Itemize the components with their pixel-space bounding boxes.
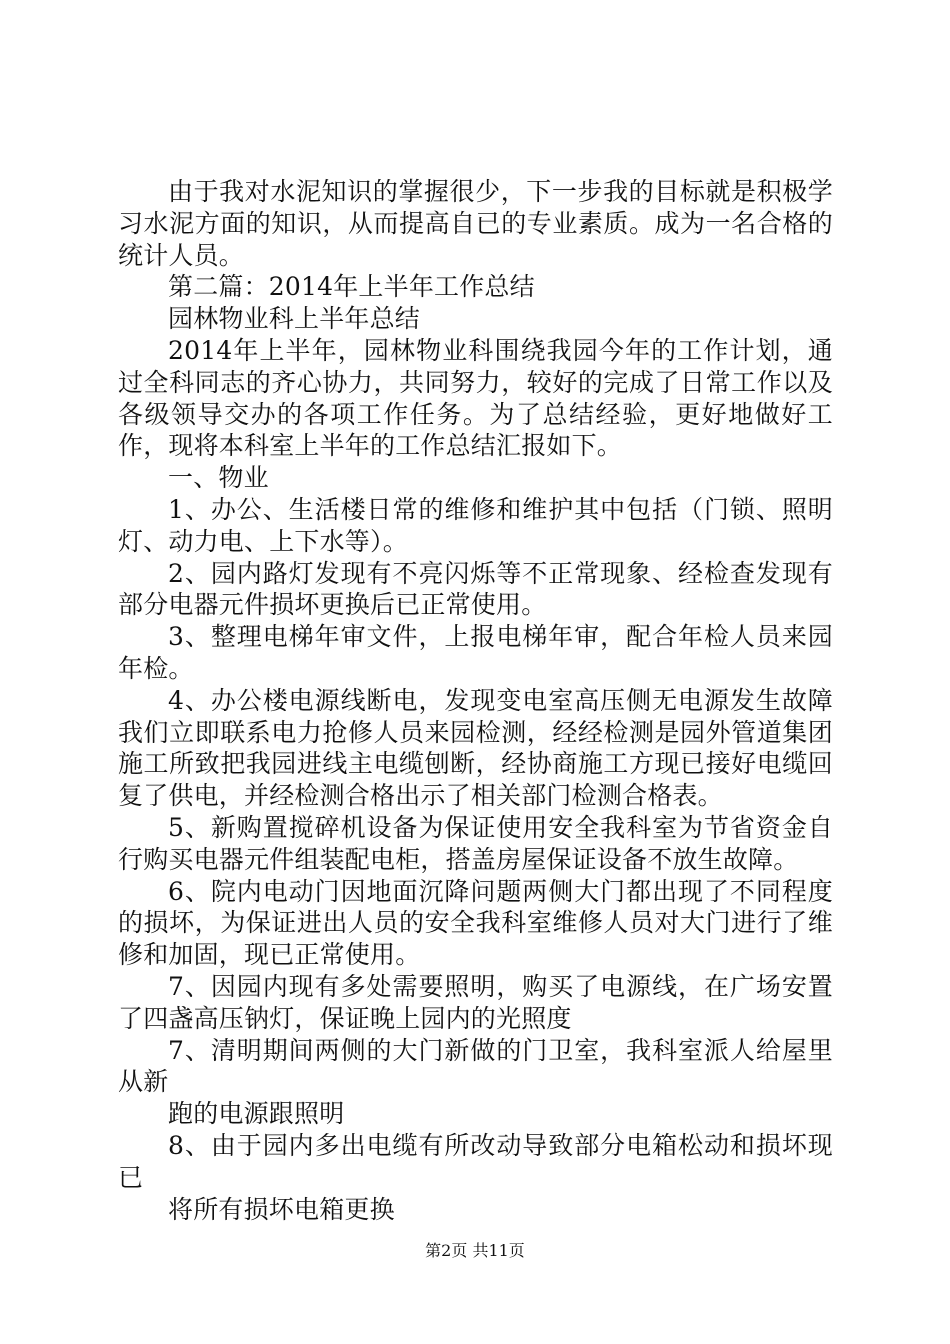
list-item: 5、新购置搅碎机设备为保证使用安全我科室为节省资金自行购买电器元件组装配电柜，搭盖房屋保证设备不放生故障。 bbox=[118, 812, 833, 874]
list-item-continuation: 将所有损坏电箱更换 bbox=[168, 1194, 395, 1224]
document-body bbox=[118, 176, 833, 1225]
list-item: 7、清明期间两侧的大门新做的门卫室，我科室派人给屋里从新 bbox=[118, 1035, 833, 1097]
list-item: 7、因园内现有多处需要照明，购买了电源线，在广场安置了四盏高压钠灯，保证晚上园内的光照度 bbox=[118, 971, 833, 1033]
list-item: 2、园内路灯发现有不亮闪烁等不正常现象、经检查发现有部分电器元件损坏更换后已正常使用。 bbox=[118, 558, 833, 620]
list-item: 6、院内电动门因地面沉降问题两侧大门都出现了不同程度的损坏，为保证进出人员的安全我科室维修人员对大门进行了维修和加固，现已正常使用。 bbox=[118, 876, 833, 970]
list-item: 1、办公、生活楼日常的维修和维护其中包括（门锁、照明灯、动力电、上下水等）。 bbox=[118, 494, 833, 556]
list-item: 3、整理电梯年审文件，上报电梯年审，配合年检人员来园年检。 bbox=[118, 622, 833, 683]
paragraph: 2014年上半年，园林物业科围绕我园今年的工作计划，通过全科同志的齐心协力，共同努力，较好的完成了日常工作以及各级领导交办的各项工作任务。为了总结经验，更好地做好工作，现将本科室上半年的工作总结汇报如下。 bbox=[118, 335, 833, 461]
list-item-continuation: 跑的电源跟照明 bbox=[168, 1099, 345, 1129]
list-item: 8、由于园内多出电缆有所改动导致部分电箱松动和损坏现已 bbox=[118, 1130, 833, 1192]
list-item: 4、办公楼电源线断电，发现变电室高压侧无电源发生故障我们立即联系电力抢修人员来园检测，经经检测是园外管道集团施工所致把我园进线主电缆刨断，经协商施工方现已接好电缆回复了供电，并经检测合格出示了相关部门检测合格表。 bbox=[118, 685, 833, 811]
section-heading: 第二篇：2014年上半年工作总结 bbox=[168, 272, 535, 302]
page-footer: 第2页 共11页 bbox=[425, 1241, 525, 1260]
paragraph: 由于我对水泥知识的掌握很少，下一步我的目标就是积极学习水泥方面的知识，从而提高自已的专业素质。成为一名合格的统计人员。 bbox=[118, 177, 833, 270]
document-subtitle: 园林物业科上半年总结 bbox=[168, 304, 421, 334]
section-heading: 一、物业 bbox=[168, 463, 269, 493]
